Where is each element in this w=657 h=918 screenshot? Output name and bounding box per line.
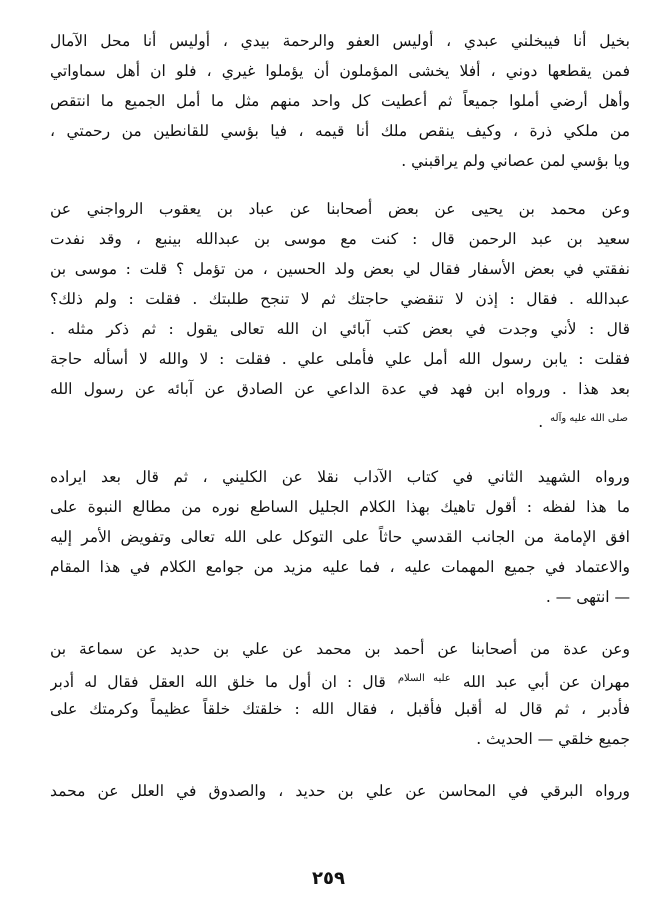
text-line: ورواه الشهيد الثاني في كتاب الآداب نقلا عن الكليني ، ثم قال بعد ايراده [50, 468, 630, 486]
paragraph-3 [50, 462, 630, 612]
text-line: وأهل أرضي أملوا جميعاً ثم أعطيت كل واحد منهم مثل ما أمل الجميع ما انتقص [50, 92, 630, 110]
honorific-line: $^{صلى الله عليه وآله}$ . [538, 413, 628, 432]
text-line: ويا بؤسي لمن عصاني ولم يراقبني . [401, 152, 630, 170]
text-line: ما هذا لفظه : أقول تاهيك بهذا الكلام الجليل الساطع نوره من مطالع النبوة على [50, 498, 630, 516]
text-line: فأدبر ، ثم قال له أقبل فأقبل ، فقال الله : خلقتك خلقاً عظيماً وكرمتك على [50, 700, 630, 718]
text-line: وعن عدة من أصحابنا عن أحمد بن محمد عن علي بن حديد عن سماعة بن [50, 640, 630, 658]
paragraph-4 [50, 634, 630, 754]
text-line: فمن يقطعها دوني ، أفلا يخشى المؤملون أن يؤملوا غيري ، فلو ان أهل سماواتي [50, 62, 630, 80]
text-line: نفقتي في بعض الأسفار فقال لي بعض ولد الحسين ، من تؤمل ؟ قلت : موسى بن [50, 260, 630, 278]
text-line [50, 664, 630, 694]
text-line: بعد هذا . ورواه ابن فهد في عدة الداعي عن الصادق عن آبائه عن رسول الله [50, 380, 630, 398]
paragraph-2 [50, 194, 630, 434]
text-line: وعن محمد بن يحيى عن بعض أصحابنا عن عباد بن يعقوب الرواجني عن [50, 200, 630, 218]
text-line: والاعتماد في جميع المهمات عليه ، فما عليه مزيد من جوامع الكلام في هذا المقام [50, 558, 630, 576]
paragraph-1 [50, 26, 630, 176]
text-line: — انتهى — . [545, 588, 630, 606]
text-line: ورواه البرقي في المحاسن عن علي بن حديد ، والصدوق في العلل عن محمد [50, 782, 630, 800]
page-number: ٢٥٩ [312, 868, 345, 889]
page-body [50, 26, 630, 906]
text-line: سعيد بن عبد الرحمن قال : كنت مع موسى بن عبدالله بينبع ، وقد نفدت [50, 230, 630, 248]
text-segment: مهران عن أبي عبد الله [462, 673, 630, 692]
honorific-mark: عليه السلام [397, 673, 451, 684]
text-line: جميع خلقي — الحديث . [476, 730, 630, 748]
text-line: قال : لأني وجدت في بعض كتب آبائي ان الله تعالى يقول : ثم ذكر مثله . [50, 320, 630, 338]
paragraph-5 [50, 776, 630, 806]
text-line: افق الإمامة من الجانب القدسي حاثاً على التوكل على الله تعالى وتفويض الأمر إليه [50, 528, 630, 546]
text-line: بخيل أنا فيبخلني عبدي ، أوليس العفو والرحمة بيدي ، أوليس أنا محل الآمال [50, 32, 630, 50]
text-line: من ملكي ذرة ، وكيف ينقص ملك أنا قيمه ، فيا بؤسي للقانطين من رحمتي ، [50, 122, 630, 140]
text-line: فقلت : يابن رسول الله أمل علي فأملى علي . فقلت : لا والله لا أسأله حاجة [50, 350, 630, 368]
honorific-mark: صلى الله عليه وآله [550, 413, 628, 424]
text-segment: قال : ان أول ما خلق الله العقل فقال له أدبر [50, 673, 386, 692]
text-line: عبدالله . فقال : إذن لا تنقضي حاجتك ثم لا تنجح طلبتك . فقلت : ولم ذلك؟ [50, 290, 630, 308]
